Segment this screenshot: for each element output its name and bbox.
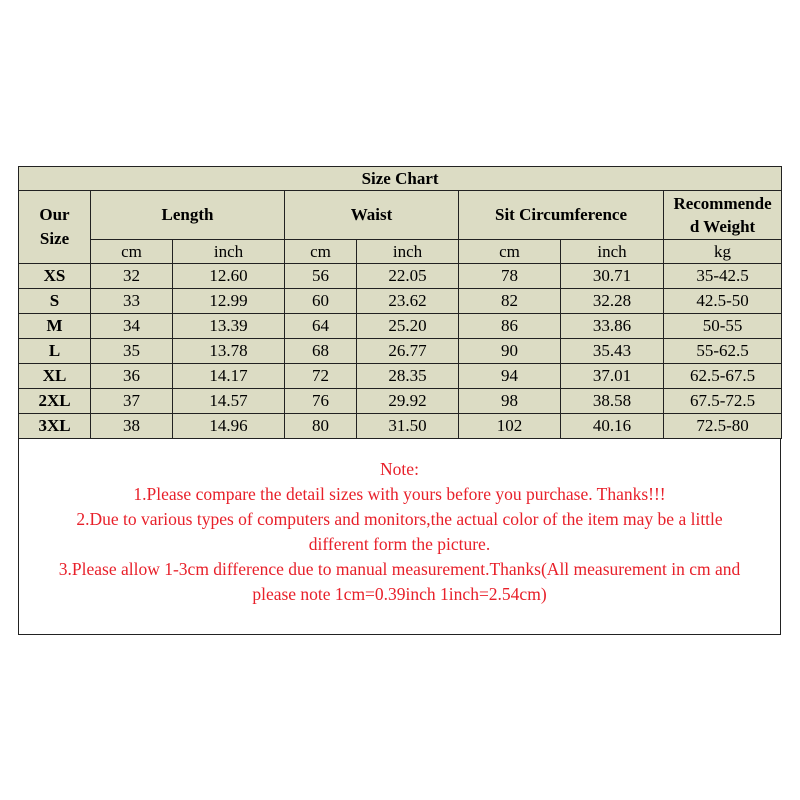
header-row [19,191,782,240]
length-cm-cell: 37 [91,389,173,414]
weight-cell: 42.5-50 [664,289,782,314]
waist-inch-cell: 25.20 [357,314,459,339]
unit-cell: cm [285,240,357,264]
sit-cm-cell: 102 [459,414,561,439]
length-inch-cell: 12.60 [173,264,285,289]
length-inch-cell: 12.99 [173,289,285,314]
waist-cm-cell: 76 [285,389,357,414]
unit-cell: cm [91,240,173,264]
weight-cell: 62.5-67.5 [664,364,782,389]
sit-cm-cell: 90 [459,339,561,364]
table-row [19,289,782,314]
length-inch-cell: 14.57 [173,389,285,414]
length-cm-cell: 38 [91,414,173,439]
size-cell: S [19,289,91,314]
waist-inch-cell: 26.77 [357,339,459,364]
waist-cm-cell: 68 [285,339,357,364]
sit-cm-cell: 98 [459,389,561,414]
table-row [19,414,782,439]
table-row [19,364,782,389]
table-row [19,264,782,289]
waist-inch-cell: 23.62 [357,289,459,314]
sit-inch-cell: 37.01 [561,364,664,389]
unit-cell: inch [173,240,285,264]
weight-cell: 35-42.5 [664,264,782,289]
sit-cm-cell: 94 [459,364,561,389]
note-box [18,439,781,635]
length-cm-cell: 34 [91,314,173,339]
sit-cm-cell: 86 [459,314,561,339]
sit-header: Sit Circumference [459,191,664,240]
weight-cell: 50-55 [664,314,782,339]
length-cm-cell: 33 [91,289,173,314]
sit-inch-cell: 35.43 [561,339,664,364]
weight-header-line1: Recommende [673,194,772,213]
weight-cell: 72.5-80 [664,414,782,439]
size-chart [18,166,781,635]
length-inch-cell: 14.96 [173,414,285,439]
chart-title: Size Chart [19,167,782,191]
length-cm-cell: 35 [91,339,173,364]
weight-header-line2: d Weight [689,217,756,236]
unit-cell: inch [357,240,459,264]
length-header: Length [91,191,285,240]
sit-inch-cell: 40.16 [561,414,664,439]
waist-cm-cell: 60 [285,289,357,314]
sit-inch-cell: 32.28 [561,289,664,314]
waist-cm-cell: 72 [285,364,357,389]
size-cell: 3XL [19,414,91,439]
weight-cell: 55-62.5 [664,339,782,364]
size-cell: L [19,339,91,364]
sit-cm-cell: 78 [459,264,561,289]
unit-cell: kg [664,240,782,264]
sit-inch-cell: 38.58 [561,389,664,414]
weight-header [664,191,782,240]
note-line: 1.Please compare the detail sizes with yours before you purchase. Thanks!!! [133,484,666,504]
waist-inch-cell: 22.05 [357,264,459,289]
size-header [19,191,91,264]
waist-cm-cell: 80 [285,414,357,439]
note-line: please note 1cm=0.39inch 1inch=2.54cm) [252,584,547,604]
sit-inch-cell: 30.71 [561,264,664,289]
waist-cm-cell: 64 [285,314,357,339]
note-line: different form the picture. [308,534,491,554]
waist-header: Waist [285,191,459,240]
unit-row [19,240,782,264]
table-row [19,314,782,339]
length-cm-cell: 32 [91,264,173,289]
title-row [19,167,782,191]
size-cell: XL [19,364,91,389]
length-cm-cell: 36 [91,364,173,389]
unit-cell: inch [561,240,664,264]
length-inch-cell: 13.39 [173,314,285,339]
table-row [19,339,782,364]
length-inch-cell: 14.17 [173,364,285,389]
waist-cm-cell: 56 [285,264,357,289]
size-cell: M [19,314,91,339]
table-row [19,389,782,414]
size-table [18,166,782,439]
size-header-text: Our Size [39,205,70,248]
note-line: 3.Please allow 1-3cm difference due to manual measurement.Thanks(All measurement in cm and [58,559,741,579]
waist-inch-cell: 31.50 [357,414,459,439]
note-line: 2.Due to various types of computers and monitors,the actual color of the item may be a little [76,509,723,529]
unit-cell: cm [459,240,561,264]
waist-inch-cell: 28.35 [357,364,459,389]
size-cell: XS [19,264,91,289]
size-cell: 2XL [19,389,91,414]
waist-inch-cell: 29.92 [357,389,459,414]
weight-cell: 67.5-72.5 [664,389,782,414]
length-inch-cell: 13.78 [173,339,285,364]
sit-inch-cell: 33.86 [561,314,664,339]
sit-cm-cell: 82 [459,289,561,314]
note-heading: Note: [380,459,419,479]
